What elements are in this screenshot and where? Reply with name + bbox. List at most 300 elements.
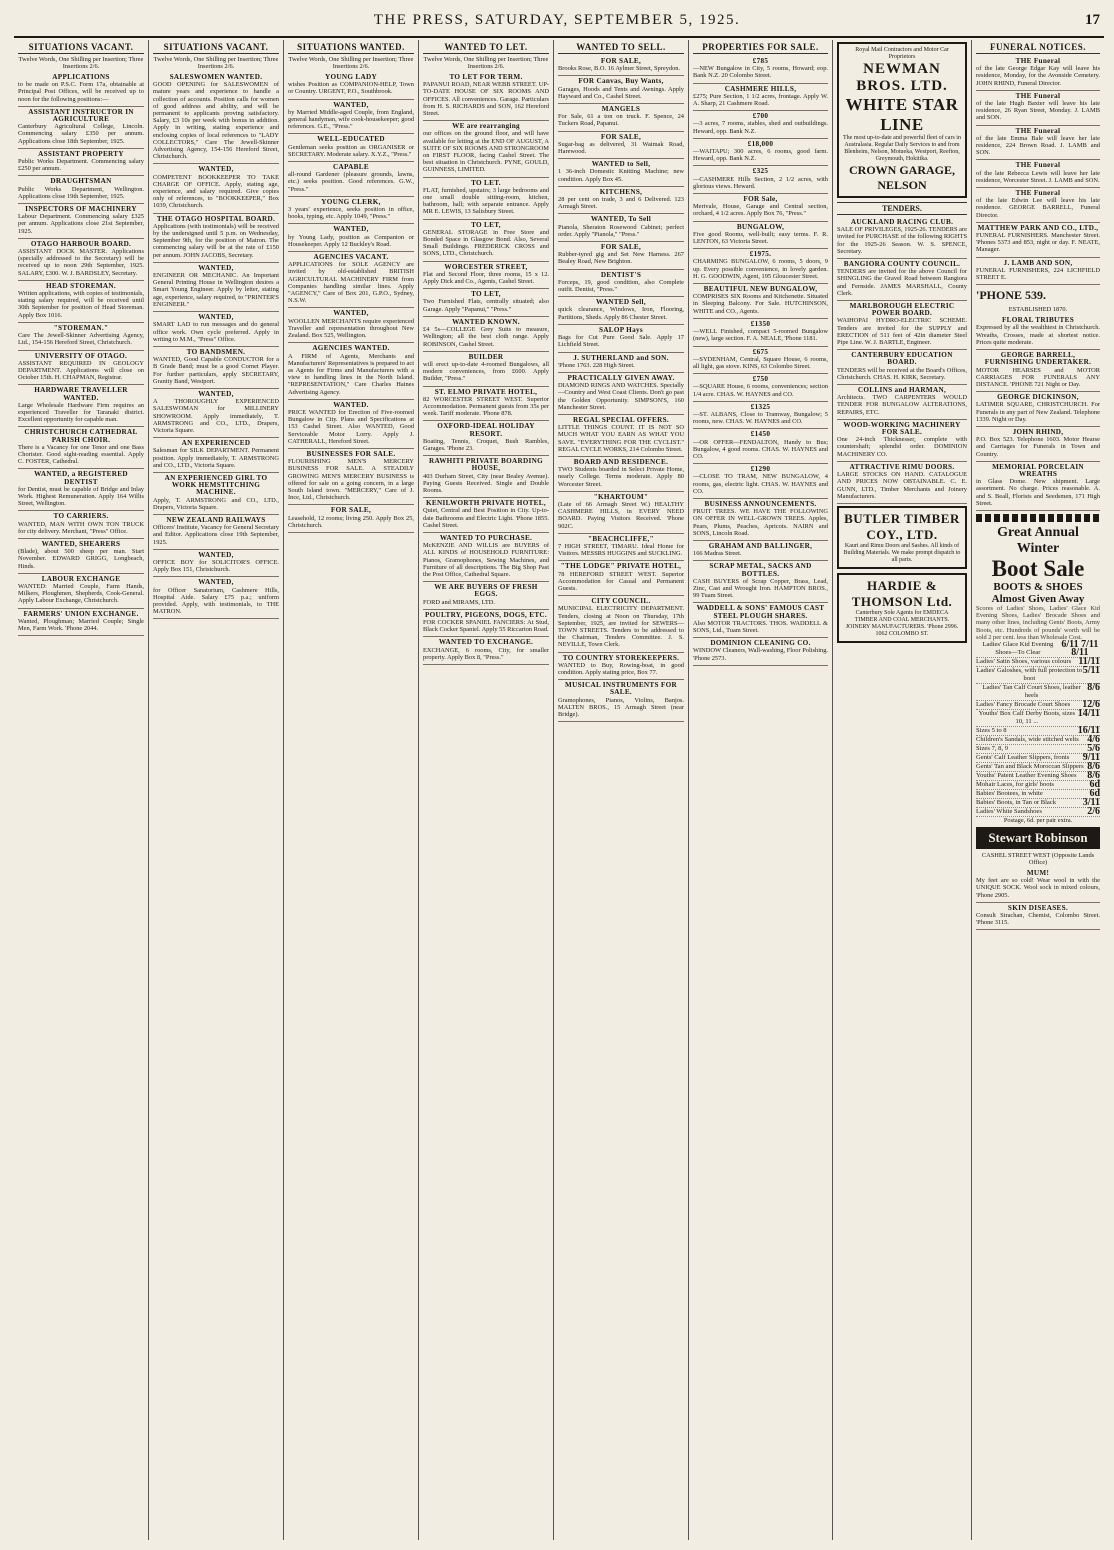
ad-body: Quiet, Central and Best Position in City. Up-to-date Bathrooms and Electric Light. 'Phone 1855. Cashel Street. (423, 507, 549, 529)
ad-heading: REGAL SPECIAL OFFERS. (573, 415, 669, 424)
ad-body: our offices on the ground floor, and will have available for letting at the END OF AUGUST, A SUITE OF SIX ROOMS AND STRONGROOM on FIRST FLOOR, facing Cashel Street. The best situation in Christchurch. PYNE, GOULD, GUINNESS, LIMITED. (423, 130, 549, 174)
column-heading: WANTED TO LET. (423, 40, 549, 54)
classified-ad (693, 249, 828, 284)
classified-ad (423, 317, 549, 352)
ad-body: WANTED to Buy, Rowing-boat, in good condition. Apply stating price, Box 77. (558, 661, 684, 677)
ad-body: Large Wholesale Hardware Firm requires an experienced Traveller for Taranaki district. Excellent opportunity for capable man. (18, 401, 144, 424)
ad-body: 403 Durham Street, City (near Bealey Avenue). Paying Guests Received. Single and Double Rooms. (423, 472, 549, 494)
newman-bros-ad (837, 42, 967, 198)
classified-ad (288, 100, 414, 135)
classified-ad (693, 319, 828, 347)
classified-ad (153, 214, 279, 263)
ad-heading: ST. ELMO PRIVATE HOTEL, (434, 387, 538, 396)
classified-ad (693, 84, 828, 112)
item-price: 4/6 (1087, 733, 1100, 745)
ad-body: There is a Vacancy for one Tenor and one Bass Chorister. Good sight-reading essential. Apply C. FOSTER, Cathedral. (18, 443, 144, 466)
classified-ad (18, 385, 144, 427)
classified-ad (18, 511, 144, 539)
classified-ad (558, 297, 684, 325)
ad-body: —OR OFFER—FENDALTON, Handy to Bus; Bungalow, 4 good rooms. CHAS. W. HAYNES and CO. (693, 438, 828, 460)
ad-heading: WANTED, SHEARERS (41, 539, 121, 548)
item-label: Babies' Bootees, in white (976, 789, 1043, 797)
classified-ad (558, 56, 684, 76)
ad-heading: BUNGALOW, (736, 222, 785, 231)
boot-intro: Scores of Ladies' Shoes, Ladies' Glace Kid Evening Shoes, Ladies' Brocade Shoes and many other lines, including Gents' Boots, Army Boots, etc. Hundreds of pounds' worth will be sold 2 per cent. less than Wholesale Cost. (976, 604, 1100, 641)
ad-heading: KITCHENS, (599, 187, 643, 196)
ad-heading: THE Funeral (1015, 57, 1061, 65)
ad-body: FUNERAL FURNISHERS, 224 LICHFIELD STREET E. (976, 266, 1100, 282)
classified-ad (837, 385, 967, 420)
postage-note: Postage, 6d. per pair extra. (1003, 816, 1073, 824)
ad-body: Applications (with testimonials) will be received by the undersigned until 5 p.m. on Wednesday, September 9th, for the position of Matron. The commencing salary will be at the rate of £150 per annum. JOHN JACOBS, Secretary. (153, 222, 279, 259)
ad-heading: £750 (752, 375, 769, 384)
column-8 (972, 40, 1104, 1540)
ad-heading: TO COUNTRY STOREKEEPERS. (562, 653, 680, 662)
ad-heading: COLLINS and HARMAN, (857, 386, 947, 395)
ad-body: SMART LAD to run messages and do general office work. Own cycle preferred. Apply in writing to M.M., "Press" Office. (153, 321, 279, 343)
ad-heading: HEAD STOREMAN. (46, 281, 116, 290)
ad-heading: TO BANDSMEN. (186, 347, 246, 356)
ad-body: A FIRM of Agents, Merchants and Manufacturers' Representatives is prepared to act as Agents for Firms and Manufacturers with a view to handling lines in the North Island. "REPRESENTATION," Care Charles Haines Advertising Agency. (288, 352, 414, 396)
ad-body: Bags for Cut Pure Good Sale. Apply 17 Lichfield Street. (558, 334, 684, 349)
butler-timber-ad (837, 506, 967, 569)
ad-body: Leasehold, 12 rooms; living 250. Apply Box 25, Christchurch. (288, 514, 414, 529)
ad-body: LATIMER SQUARE, CHRISTCHURCH. For Funerals in any part of New Zealand. Telephone 1339. Night or Day. (976, 401, 1100, 423)
classified-ad (693, 561, 828, 603)
price-row (976, 769, 1100, 781)
classified-ad (288, 400, 414, 449)
ad-body: Gentleman seeks position as ORGANISER or SECRETARY. Moderate salary. X.Y.Z., "Press." (288, 143, 414, 158)
classified-ad (976, 903, 1100, 931)
ad-heading: £1450 (750, 430, 771, 439)
ad-body: (Late of 66 Armagh Street W.) HEALTHY CASHMERE HILLS, in EVERY NEED BOARD. Paying Visitors Received. 'Phone 902C. (558, 500, 684, 530)
ad-body: FRUIT TREES. WE HAVE THE FOLLOWING ON OFFER IN WELL-GROWN TREES. Apples, Pears, Plums, Peaches, Apricots. NAIRN and SONS, Lincoln Road. (693, 508, 828, 537)
ad-heading: FOR SALE, (600, 57, 642, 65)
classified-ad (837, 420, 967, 462)
ad-heading: WANTED KNOWN. (452, 317, 520, 326)
rate-notice: Twelve Words, One Shilling per Insertion; Three Insertions 2/6. (153, 56, 279, 70)
classified-ad (153, 312, 279, 347)
column-5 (554, 40, 689, 1540)
ad-body: A THOROUGHLY EXPERIENCED SALESWOMAN for MILLINERY SHOWROOM. Apply immediately, T. ARMSTRONG and CO., LTD., Drapers, Victoria Square. (153, 398, 279, 434)
classified-ad (693, 541, 828, 561)
ad-body: of the late Emma Bale will leave her late residence, 224 Brown Road. J. LAMB and SON. (976, 134, 1100, 157)
column-heading: PROPERTIES FOR SALE. (693, 40, 828, 54)
ad-heading: "THE LODGE" PRIVATE HOTEL, (560, 562, 682, 571)
price-row (976, 655, 1100, 667)
classified-ad (976, 315, 1100, 350)
ad-heading: WANTED Sell, (596, 298, 646, 307)
ad-heading: "BEACHCLIFFE," (588, 534, 654, 543)
ad-body: MUNICIPAL ELECTRICITY DEPARTMENT. Tenders, closing at Noon on Thursday, 17th September, 1925, are invited for SEWERS—TOWN STREETS. Tenders to be addressed to the Chairman, Tenders Committee. J. S. NEVILLE, Town Clerk. (558, 605, 684, 649)
decorative-stripe (976, 514, 1100, 522)
ad-body: OFFICE BOY for SOLICITOR'S OFFICE. Apply Box 151, Christchurch. (153, 558, 279, 574)
ad-body: Pianola, Sheraton Rosewood Cabinet; perfect order. Apply "Pianola," "Press." (558, 223, 684, 238)
ad-heading: NEW ZEALAND RAILWAYS (166, 515, 266, 524)
classified-ad (153, 577, 279, 619)
classified-ad (976, 56, 1100, 91)
item-label: Ladies' Fancy Brocade Court Shoes (976, 700, 1071, 708)
crown-garage: CROWN GARAGE, NELSON (848, 163, 955, 192)
ad-body: £275; Pure Section, 1 1/2 acres, frontage. Apply W. A. Sharp, 21 Cashmere Road. (693, 92, 828, 108)
ad-heading: LABOUR EXCHANGE (41, 574, 121, 583)
column-heading: SITUATIONS WANTED. (288, 40, 414, 54)
boot-line-1: Great Annual (997, 524, 1079, 540)
ad-heading: £325 (752, 167, 769, 176)
ad-body: My feet are so cold! Wear wool in with the UNIQUE SOCK. Wool sock in mixed colours, 'Phone 2905. (976, 877, 1100, 899)
ad-body: One 24-inch Thicknesser, complete with countershaft; splendid order. DOMINION MACHINERY CO. (837, 436, 967, 458)
classified-ad (423, 421, 549, 456)
ad-heading: £1290 (750, 465, 771, 474)
ad-heading: FOR SALE, (600, 243, 642, 252)
classified-ad (976, 392, 1100, 427)
ad-body: COMPETENT BOOKKEEPER TO TAKE CHARGE OF OFFICE. Apply, stating age, experience, and salary required. Give copies only of references, to "BOOKKEEPER," Box 1039, Christchurch. (153, 173, 279, 210)
ad-heading: AN EXPERIENCED GIRL TO WORK HEMSTITCHING MACHINE. (164, 473, 268, 497)
column-heading: SITUATIONS VACANT. (18, 40, 144, 54)
newman-title: NEWMAN BROS. LTD. (856, 61, 948, 94)
ad-heading: WADDELL & SONS' FAMOUS CAST STEEL PLOUGH SHARES. (696, 604, 825, 620)
ad-body: (Blade), about 500 sheep per man. Start November. EDWARD GRIGG, Longbeach, Hinds. (18, 548, 144, 570)
classified-ad (693, 499, 828, 541)
classified-ad (693, 638, 828, 666)
classified-ad (558, 242, 684, 270)
ad-heading: THE OTAGO HOSPITAL BOARD. (156, 214, 276, 223)
column-heading: WANTED TO SELL. (558, 40, 684, 54)
price-row (976, 724, 1100, 736)
ad-heading: WANTED, a REGISTERED DENTIST (34, 470, 128, 486)
classified-ad (693, 222, 828, 250)
classified-ad (18, 609, 144, 637)
classified-ad (558, 561, 684, 596)
column-4 (419, 40, 554, 1540)
ad-heading: AUCKLAND RACING CLUB. (850, 218, 954, 226)
classified-ad (837, 462, 967, 504)
item-label: Ladies' White Sandshoes (976, 807, 1042, 815)
item-price: 8/6 (1087, 681, 1100, 693)
ad-heading: TO LET, (471, 290, 501, 299)
classified-ad (288, 449, 414, 505)
classified-ad (423, 582, 549, 610)
classified-ad (153, 263, 279, 312)
ad-heading: WANTED TO PURCHASE. (439, 533, 533, 542)
boot-line-4: BOOTS & SHOES (993, 580, 1083, 593)
item-price: 14/11 (1077, 707, 1100, 719)
masthead (0, 10, 1114, 34)
ad-body: Two Furnished Flats, centrally situated; also Garage. Apply "Papanui," "Press." (423, 298, 549, 313)
ad-heading: PRACTICALLY GIVEN AWAY. (567, 373, 675, 382)
timber-merchants: TIMBER AND COAL MERCHANTS. JOINERY MANUFACTURERS. 'Phone 2996. 1062 COLOMBO ST. (845, 616, 959, 637)
classified-ad (558, 415, 684, 457)
classified-ad (288, 252, 414, 308)
ad-heading: FOR SALE, (330, 506, 372, 515)
ad-heading: ASSISTANT PROPERTY (38, 149, 124, 158)
classified-ad (558, 492, 684, 534)
classified-ad (693, 374, 828, 402)
column-3 (284, 40, 419, 1540)
ad-heading: £1975. (749, 250, 772, 259)
ad-body: Also MOTOR TRACTORS. THOS. WADDELL & SONS, Ltd., Tuam Street. (693, 619, 828, 634)
classified-ad (558, 159, 684, 187)
classified-ad (558, 596, 684, 652)
ad-body: Sugar-bag as delivered, 31 Waimak Road, Harewood. (558, 140, 684, 156)
item-label: Sizes 5 to 8 (976, 726, 1007, 734)
classified-ad (18, 107, 144, 149)
ad-body: Garages, Hoods and Tents and Awnings. Apply Hayward and Co., Cashel Street. (558, 85, 684, 100)
ad-heading: GEORGE DICKINSON, (997, 393, 1079, 402)
ad-heading: WANTED. (333, 400, 369, 409)
ad-body: COMPRISES SIX Rooms and Kitchenette. Situated in Sleeping Balcony. For Sale. HUTCHINSON, WHITE and CO., Agents. (693, 293, 828, 315)
ad-heading: BOARD AND RESIDENCE. (573, 457, 669, 466)
ad-body: of the late Edwin Lee will leave his late residence. GEORGE BARRELL, Funeral Director. (976, 197, 1100, 219)
ad-heading: WANTED, (333, 309, 369, 318)
item-label: Children's Sandals, wide stitched welts (976, 735, 1079, 743)
classified-ad (693, 111, 828, 139)
ad-body: Five good Rooms, well-built; easy terms. F. R. LENTON, 63 Victoria Street. (693, 230, 828, 246)
ad-body: —NEW Bungalow in City, 5 rooms, Howard; eop. Bank N.Z. 20 Colombo Street. (693, 65, 828, 80)
ad-heading: KENILWORTH PRIVATE HOTEL, (426, 499, 546, 508)
ad-heading: THE Funeral (1015, 91, 1061, 100)
ad-heading: THE Funeral (1015, 126, 1061, 135)
ad-body: quick clearance, Windows, Iron, Flooring, Partitions, Sheds. Apply 86 Chester Street. (558, 306, 684, 321)
classified-ad (558, 132, 684, 160)
ad-heading: CASHMERE HILLS, (724, 84, 797, 93)
classified-ad (423, 498, 549, 533)
ad-heading: THE Funeral (1015, 189, 1061, 198)
ad-heading: CITY COUNCIL. (591, 597, 651, 606)
classified-ad (558, 534, 684, 562)
classified-ad (976, 188, 1100, 223)
column-6 (689, 40, 833, 1540)
masthead-rule (14, 36, 1104, 38)
classified-ad (976, 126, 1100, 161)
classified-ad (976, 462, 1100, 511)
item-label: Babies' Boots, in Tan or Black (976, 798, 1057, 806)
ad-body: For Sale, 61 a ton on truck. F. Spence, 24 Tuckers Road, Papanui. (558, 113, 684, 128)
ad-heading: SALOP Hays (599, 325, 643, 334)
price-row (976, 733, 1100, 745)
ad-body: Brooks Rose, B.O. 16 Aylmer Street, Spreydon. (558, 65, 681, 73)
ad-body: Forceps, 19, good condition, also Complete outfit. Dentist, "Press." (558, 278, 684, 294)
classified-ad (558, 680, 684, 722)
ad-heading: FOR SALE, (600, 132, 642, 141)
classified-ad (693, 429, 828, 464)
classified-ad (558, 353, 684, 373)
ad-heading: BEAUTIFUL NEW BUNGALOW, (703, 285, 818, 294)
classified-ad (976, 427, 1100, 462)
ad-heading: £1325 (750, 402, 771, 411)
classified-ad (288, 162, 414, 197)
ad-body: Wanted, Ploughman; Married Couple; Single Men, Farm Work. 'Phone 2044. (18, 617, 144, 632)
ad-body: TENDERS are invited for the above Council for SHINGLING the Gravel Road between Rangiora and Fernside. JAMES MARSHALL, County Clerk. (837, 268, 967, 297)
rate-notice: Twelve Words, One Shilling per Insertion; Three Insertions 2/6. (18, 56, 144, 70)
ad-heading: DOMINION CLEANING CO. (710, 639, 811, 648)
hardie-thomson-ad (837, 573, 967, 643)
ad-body: all-round Gardener (pleasure grounds, lawns, etc.) seeks position. Good references. G.W., "Press." (288, 171, 414, 193)
ad-body: Public Works Department. Commencing salary £250 per annum. (18, 158, 144, 173)
item-label: Ladies' Galoshes, with full protection to boot (976, 666, 1083, 682)
ad-heading: WANTED, (198, 263, 234, 272)
ad-heading: WANTED, To Sell (590, 215, 652, 224)
ad-heading: UNIVERSITY OF OTAGO. (34, 351, 128, 360)
column-1 (14, 40, 149, 1540)
ad-body: Care The Jewell-Skinner Advertising Agency, Ltd., 154-156 Hereford Street, Christchurch. (18, 332, 144, 347)
butler-body: Kauri and Rimu Doors and Sashes. All kinds of Building Materials. We make prompt dispatch to all parts. (843, 542, 961, 563)
ad-heading: TO LET, (471, 220, 501, 229)
ad-body: —CLOSE TO TRAM, NEW BUNGALOW, 4 rooms, gas, electric light. CHAS. W. HAYNES and CO. (693, 473, 828, 495)
ad-body: ENGINEER OR MECHANIC. An Important General Printing House in Wellington desires a Smart Young Engineer. Apply by letter, stating age, experience, salary required, to "PRINTER'S ENGINEER." (153, 272, 279, 308)
classified-ad (558, 104, 684, 132)
classified-ad (423, 220, 549, 262)
classified-ad (18, 204, 144, 239)
ad-body: by Married Middle-aged Couple, from England, general handyman, wife cook-housekeeper; good references. G.E., "Press." (288, 108, 414, 131)
ad-body: TENDERS will be received at the Board's Offices, Christchurch. CHAS. H. KIRK, Secretary. (837, 366, 967, 381)
price-row (976, 787, 1100, 799)
classified-ad (18, 176, 144, 204)
ad-body: CHARMING BUNGALOW, 6 rooms, 5 doors, 9 up. Every possible convenience, in lovely garden. H. G. GOODWIN, Agent, 195 Gloucester Street. (693, 258, 828, 280)
item-label: Sizes 7, 8, 9 (976, 744, 1009, 752)
ad-body: 166 Madras Street. (693, 550, 742, 558)
classified-ad (18, 149, 144, 177)
classified-ad (837, 217, 967, 259)
ad-body: Canterbury Agricultural College, Lincoln. Commencing salary £350 per annum. Applications close 18th September, 1925. (18, 123, 144, 145)
ad-heading: WANTED, (198, 389, 234, 398)
ad-body: WANTED, MAN WITH OWN TON TRUCK for city delivery. Merchant, "Press" Office. (18, 520, 144, 535)
ad-heading: AN EXPERIENCED (181, 439, 251, 448)
classified-ad (423, 456, 549, 498)
ad-body: by Young Lady, position as Companion or Housekeeper. Apply 12 Buckley's Road. (288, 233, 414, 248)
classified-ad (288, 343, 414, 399)
ad-body: —ST. ALBANS, Close to Tramway, Bungalow; 5 rooms, new. CHAS. W. HAYNES and CO. (693, 410, 828, 426)
item-label: Youths' Box Calf Derby Boots, sizes 10, 11 ... (978, 709, 1076, 725)
classified-ad (18, 351, 144, 386)
classified-ad (423, 72, 549, 121)
ad-heading: CANTERBURY EDUCATION BOARD. (851, 351, 953, 367)
classified-ad (693, 194, 828, 222)
classified-ad (976, 223, 1100, 258)
classified-ad (153, 164, 279, 213)
ad-heading: MATTHEW PARK AND CO., LTD., (977, 223, 1099, 232)
classified-ad (976, 91, 1100, 126)
ad-body: WAIHOPAI HYDRO-ELECTRIC SCHEME. Tenders are invited for the SUPPLY and ERECTION of 511 feet of 42in diameter Steel Pipe Line. W. J. BARTLE, Engineer. (837, 317, 967, 347)
ad-heading: HARDWARE TRAVELLER WANTED. (34, 386, 128, 402)
classified-ad (423, 262, 549, 290)
boot-line-3: Boot Sale (991, 555, 1085, 581)
classified-ad (288, 197, 414, 225)
ad-body: FUNERAL FURNISHERS. Manchester Street. 'Phones 5373 and 853, night or day. F. NEATE, Manager. (976, 232, 1100, 254)
ad-body: Rubber-tyred gig and Set New Harness. 267 Bealey Road, New Brighton. (558, 251, 684, 266)
lamb-phone: 'PHONE 539. (976, 288, 1047, 303)
rate-notice: Twelve Words, One Shilling per Insertion; Three Insertions 2/6. (288, 56, 414, 70)
classified-ad (153, 473, 279, 515)
ad-body: Public Works Department, Wellington. Applications close 19th September, 1925. (18, 185, 144, 200)
ad-body: will erect up-to-date 4-roomed Bungalows, all modern conveniences, from £600. Apply Builder, "Press." (423, 360, 549, 383)
ad-heading: DENTIST'S (600, 270, 642, 279)
ad-heading: WANTED, (198, 550, 234, 559)
classified-ad (153, 550, 279, 578)
classified-ad (423, 178, 549, 220)
newman-subtitle: Royal Mail Contractors and Motor Car Proprietors (855, 47, 949, 60)
ad-heading: J. LAMB AND SON, (1003, 258, 1073, 267)
ad-heading: WANTED TO EXCHANGE. (438, 638, 534, 647)
classified-ad (423, 121, 549, 177)
ad-body: —SYDENHAM, Central, Square House, 6 rooms, all light, gas stove. KINS, 63 Colombo Street. (693, 355, 828, 370)
classified-ad (693, 402, 828, 430)
boot-line-5: Almost Given Away (991, 592, 1085, 605)
ad-heading: WANTED, (333, 225, 369, 234)
ad-heading: CAPABLE (333, 163, 369, 172)
ad-heading: FOR Sale, (743, 195, 778, 204)
ad-heading: MEMORIAL PORCELAIN WREATHS (992, 462, 1084, 478)
ad-heading: WANTED to Sell, (591, 160, 651, 169)
item-price: 3/11 (1082, 796, 1100, 808)
ad-body: DIAMOND RINGS AND WATCHES. Specially—Country and West Coast Clients. Don't go past the Golden Opportunity. SIMPSON'S, 160 Manchester Street. (558, 382, 684, 411)
ad-body: Labour Department. Commencing salary £325 per annum. Applications close 21st September, 1925. (18, 213, 144, 235)
ad-heading: DRAUGHTSMAN (50, 177, 112, 186)
classified-ad (288, 224, 414, 252)
ad-body: LITTLE THINGS COUNT. IT IS NOT SO MUCH WHAT YOU EARN AS WHAT YOU SAVE. "EVERYTHING FOR THE CYCLIST." REGAL CYCLE WORKS, 214 Colombo Street. (558, 424, 684, 453)
ad-heading: £785 (752, 57, 769, 65)
classified-ad (837, 259, 967, 301)
ad-heading: BUSINESSES FOR SALE. (306, 449, 396, 458)
ad-heading: MANGELS (601, 105, 641, 114)
classified-ad (153, 515, 279, 550)
boot-line-2: Winter (1016, 540, 1060, 556)
classified-ad (18, 281, 144, 323)
hardie-sub: Canterbury Sole Agents for EMDECA (855, 609, 949, 616)
classified-ad (693, 139, 828, 167)
classified-ad (423, 637, 549, 665)
ad-body: Architects. TWO CARPENTERS WOULD TENDER FOR BUNGALOW ALTERATIONS, REPAIRS, ETC. (837, 394, 967, 416)
ad-body: —WAITAPU; 300 acres, 6 rooms, good farm. Heward, opp. Bank N.Z. (693, 148, 828, 163)
item-label: Gents' Calf Leather Slippers, fronts (976, 753, 1070, 761)
ad-heading: OTAGO HARBOUR BOARD. (30, 239, 132, 248)
ad-body: Salesman for SILK DEPARTMENT. Permanent position. Apply immediately, T. ARMSTRONG and CO., LTD., Victoria Square. (153, 447, 279, 469)
item-price: 6/11 7/11 8/11 (1061, 638, 1099, 658)
ad-heading: ASSISTANT INSTRUCTOR IN AGRICULTURE (28, 107, 134, 124)
ad-body: Consult Strachan, Chemist, Colombo Street. 'Phone 3115. (976, 911, 1100, 927)
ad-body: —WELL Finished, compact 5-roomed Bungalow (new), large section. F. A. NEALE, 'Phone 1181. (693, 328, 828, 343)
price-row (976, 664, 1100, 684)
ad-body: in Glass Dome. New shipment. Large assortment. No charge. Prices reasonable. A. and S. Beall, Florists and Seedsmen, 171 High Street. (976, 478, 1100, 507)
ad-body: PRICE WANTED for Erection of Five-roomed Bungalow in City. Plans and Specifications at 153 Cashel Street. Also WANTED, Good Serviceable Motor Lorry. Apply J. CATHERALL, Hereford Street. (288, 408, 414, 445)
stewart-robinson: Stewart Robinson (976, 827, 1100, 849)
price-row (976, 796, 1100, 808)
classified-ad (558, 325, 684, 353)
classified-ad (288, 308, 414, 343)
ad-heading: GRAHAM AND BALLINGER, (708, 541, 813, 550)
ad-body: of the late Rebecca Lewis will leave her late residence, Worcester Street. J. LAMB and SON. (976, 169, 1100, 184)
column-2 (149, 40, 284, 1540)
ad-heading: POULTRY, PIGEONS, DOGS, ETC. (424, 610, 548, 619)
ad-heading: TO LET. (471, 178, 501, 187)
classified-ad (558, 373, 684, 415)
classified-ad (976, 350, 1100, 392)
ad-body: WANTED: Married Couple, Farm Hands, Milkers, Ploughmen, Shepherds, Cook-General. Apply Labour Exchange, Christchurch. (18, 582, 144, 605)
ad-body: 1 36-inch Domestic Knitting Machine; new condition. Apply Box 45. (558, 168, 684, 183)
ad-heading: APPLICATIONS (52, 73, 110, 81)
classified-ad (693, 464, 828, 499)
hardie-title: HARDIE & THOMSON Ltd. (851, 577, 953, 609)
classified-ad (423, 289, 549, 317)
ad-heading: WOOD-WORKING MACHINERY FOR SALE. (843, 420, 961, 437)
classified-ad (18, 323, 144, 351)
ad-body: WOOLLEN MERCHANTS require experienced Traveller and representation throughout New Zealand. Box 525, Wellington. (288, 317, 414, 340)
ad-heading: OXFORD-IDEAL HOLIDAY RESORT. (437, 422, 535, 438)
ad-heading: BUSINESS ANNOUNCEMENTS. (704, 499, 817, 508)
ad-body: TWO Students boarded in Select Private Home, nearly College. Terms moderate. Apply 80 Worcester Street. (558, 466, 684, 488)
classified-ad (837, 350, 967, 385)
ad-heading: JOHN RHIND, (1012, 427, 1064, 436)
